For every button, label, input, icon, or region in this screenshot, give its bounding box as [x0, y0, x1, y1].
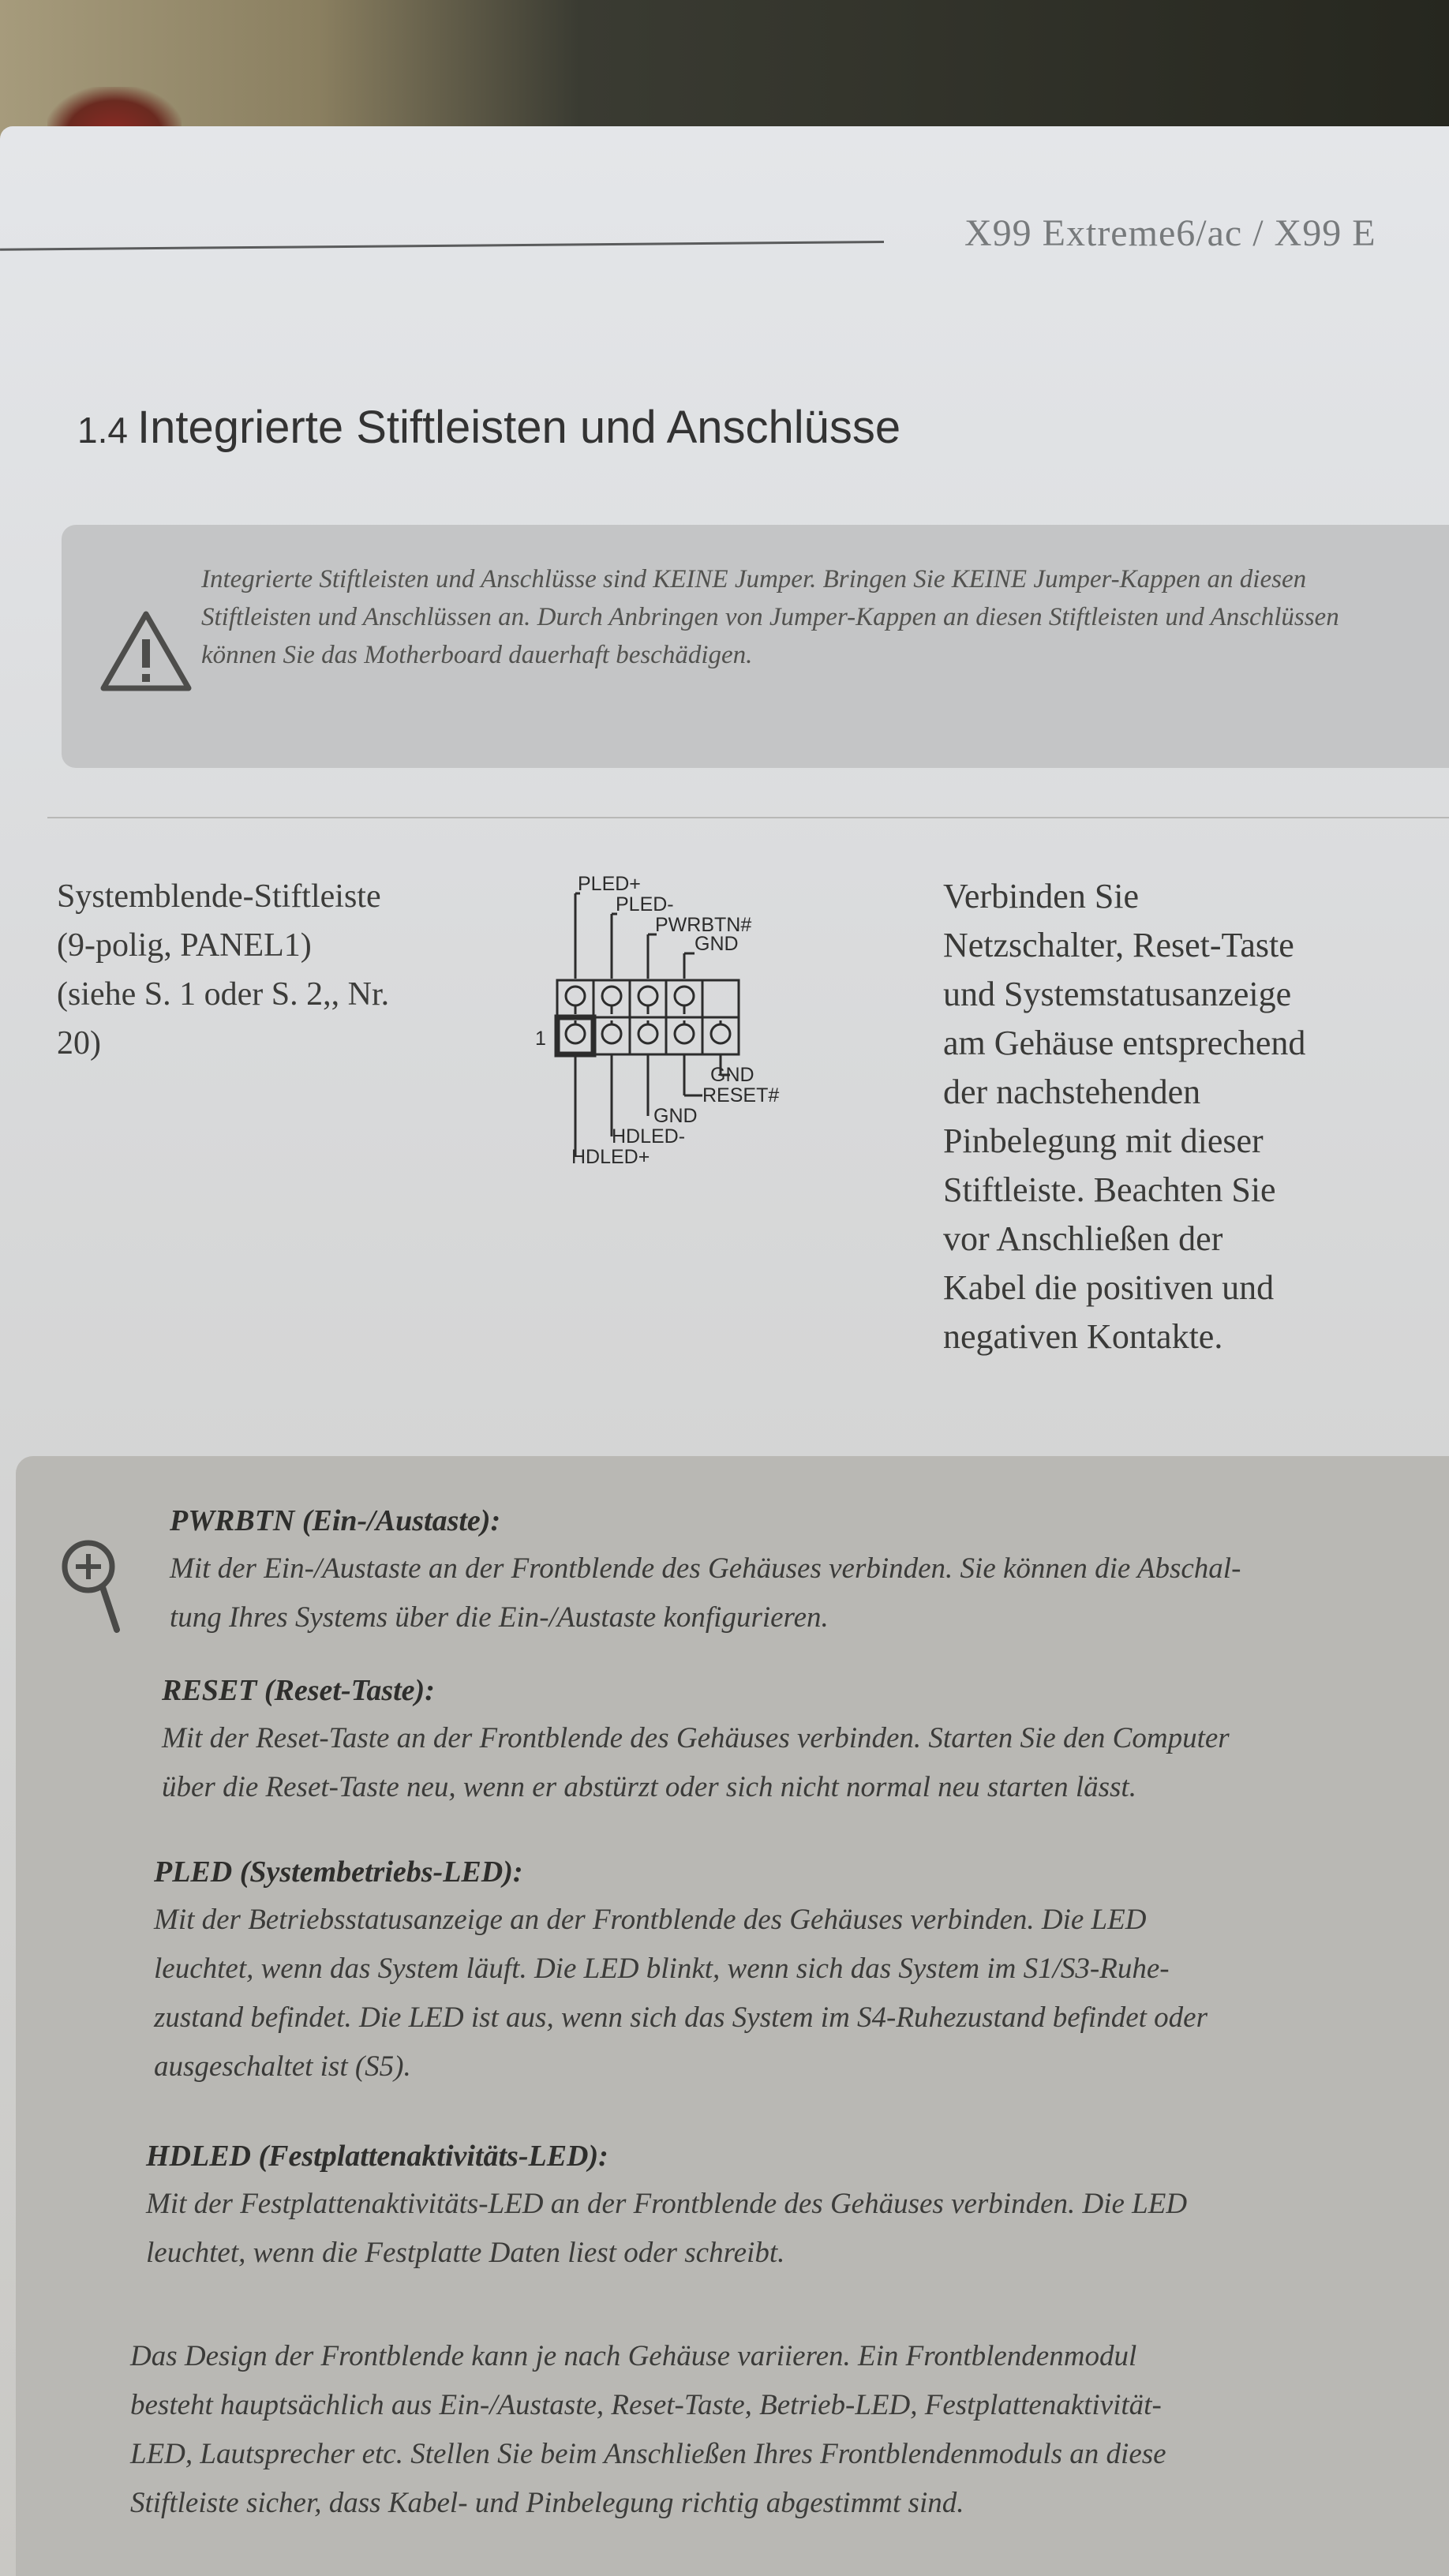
pin-label-hdled-plus: HDLED+ [571, 1146, 650, 1168]
info-description-line: tung Ihres Systems über die Ein-/Austaste konfigurieren. [170, 1601, 829, 1634]
pin-label-reset: RESET# [702, 1084, 780, 1106]
panel-description-line: vor Anschließen der [943, 1219, 1223, 1258]
panel-description-line: der nachstehenden [943, 1073, 1201, 1111]
pin-label-pled-plus: PLED+ [578, 873, 641, 895]
running-title: X99 Extreme6/ac / X99 E [964, 212, 1376, 254]
info-entry-pled [154, 1855, 1449, 2091]
pin-label-gnd-top: GND [695, 933, 739, 955]
info-description-line: leuchtet, wenn die Festplatte Daten liest oder schreibt. [146, 2237, 785, 2269]
info-term: PLED (Systembetriebs-LED): [154, 1855, 523, 1889]
panel-description-line: Pinbelegung mit dieser [943, 1121, 1264, 1160]
info-term: PWRBTN (Ein-/Austaste): [170, 1504, 501, 1537]
panel-label-line: (siehe S. 1 oder S. 2,, Nr. [57, 976, 390, 1013]
panel-description-line: am Gehäuse entsprechend [943, 1024, 1306, 1062]
info-description-line: LED, Lautsprecher etc. Stellen Sie beim Anschließen Ihres Frontblendenmoduls an diese [130, 2438, 1166, 2470]
section-heading [77, 401, 900, 454]
panel-description-line: negativen Kontakte. [943, 1317, 1223, 1356]
panel-label-line: 20) [57, 1025, 101, 1061]
info-description [162, 1714, 1449, 1812]
magnifier-plus-icon [57, 1535, 128, 1646]
info-description-line: zustand befindet. Die LED ist aus, wenn sich das System im S4-Ruhezustand befindet oder [154, 2001, 1208, 2034]
info-description [170, 1544, 1449, 1642]
panel-description-line: und Systemstatusanzeige [943, 975, 1292, 1013]
pin-label-hdled-minus: HDLED- [612, 1125, 686, 1148]
info-description-line: Mit der Ein-/Austaste an der Frontblende des Gehäuses verbinden. Sie können die Abschal- [170, 1552, 1241, 1585]
info-description-line: Mit der Reset-Taste an der Frontblende des Gehäuses verbinden. Starten Sie den Computer [162, 1722, 1230, 1754]
panel-description [943, 872, 1432, 1361]
info-description [130, 2332, 1449, 2528]
pin-1-label: 1 [535, 1028, 546, 1050]
info-entry-pwrbtn [170, 1503, 1449, 1642]
info-description-line: besteht hauptsächlich aus Ein-/Austaste, Reset-Taste, Betrieb-LED, Festplattenaktivität- [130, 2389, 1162, 2421]
info-entry-reset [162, 1673, 1449, 1812]
section-divider [47, 817, 1449, 818]
pin-label-gnd-bottom-2: GND [653, 1105, 698, 1127]
info-description [146, 2180, 1449, 2278]
panel-header-label [57, 872, 436, 1068]
pin-label-pled-minus: PLED- [616, 893, 674, 915]
pin-label-pwrbtn: PWRBTN# [655, 914, 752, 936]
panel-description-line: Verbinden Sie [943, 877, 1140, 915]
info-term: RESET (Reset-Taste): [162, 1674, 435, 1707]
info-description-line: Mit der Festplattenaktivitäts-LED an der Frontblende des Gehäuses verbinden. Die LED [146, 2188, 1188, 2220]
panel-pin-diagram [505, 868, 821, 1200]
info-description-line: Stiftleiste sicher, dass Kabel- und Pinbelegung richtig abgestimmt sind. [130, 2487, 964, 2519]
panel-label-line: (9-polig, PANEL1) [57, 927, 312, 964]
info-description-line: Mit der Betriebsstatusanzeige an der Frontblende des Gehäuses verbinden. Die LED [154, 1904, 1147, 1936]
info-description-line: über die Reset-Taste neu, wenn er abstürzt oder sich nicht normal neu starten lässt. [162, 1771, 1136, 1803]
bottom-row-pins [566, 1020, 730, 1043]
info-entry-hdled [146, 2139, 1449, 2278]
section-title: Integrierte Stiftleisten und Anschlüsse [137, 402, 901, 453]
info-term: HDLED (Festplattenaktivitäts-LED): [146, 2140, 608, 2173]
info-entry-design-note [130, 2332, 1449, 2528]
info-description-line: ausgeschaltet ist (S5). [154, 2050, 411, 2083]
section-number: 1.4 [77, 410, 128, 451]
pin-label-gnd-bottom-1: GND [710, 1064, 754, 1086]
warning-text: Integrierte Stiftleisten und Anschlüsse sind KEINE Jumper. Bringen Sie KEINE Jumper-Kappen an diesen Stiftleisten und Anschlüssen an. Durch Anbringen von Jumper-Kappen an diesen Stiftleisten und Anschlüssen können Sie das Motherboard dauerhaft beschädigen. [201, 565, 1339, 669]
panel-description-line: Kabel die positiven und [943, 1268, 1275, 1307]
panel-description-line: Stiftleiste. Beachten Sie [943, 1170, 1276, 1209]
info-description-line: Das Design der Frontblende kann je nach Gehäuse variieren. Ein Frontblendenmodul [130, 2340, 1137, 2372]
panel-label-line: Systemblende-Stiftleiste [57, 878, 381, 915]
info-description [154, 1896, 1449, 2091]
warning-triangle-icon [99, 608, 193, 695]
info-description-line: leuchtet, wenn das System läuft. Die LED blinkt, wenn sich das System im S1/S3-Ruhe- [154, 1953, 1170, 1985]
panel-description-line: Netzschalter, Reset-Taste [943, 926, 1294, 964]
